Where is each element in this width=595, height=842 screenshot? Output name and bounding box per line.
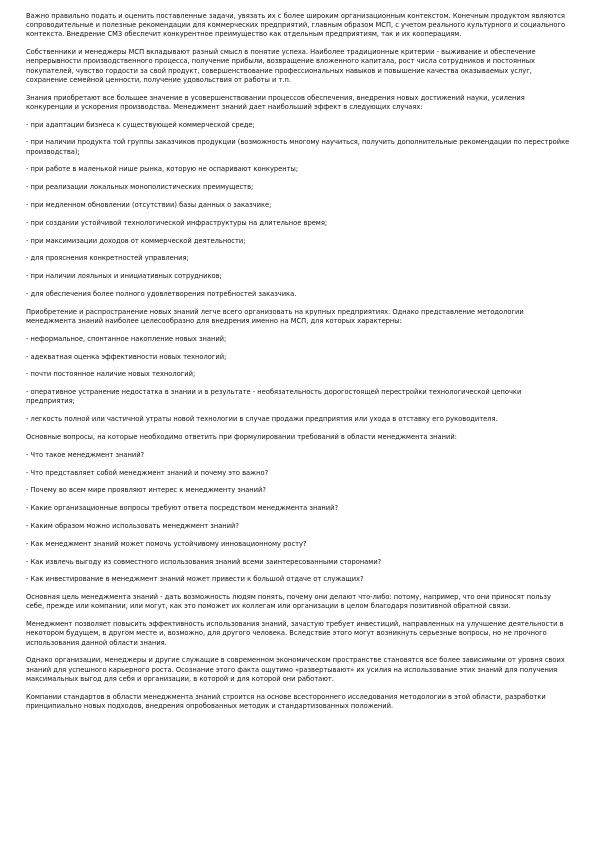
list-item: - для обеспечения более полного удовлетворения потребностей заказчика. — [26, 289, 297, 298]
list-item: - при адаптации бизнеса к существующей коммерческой среде; — [26, 120, 255, 129]
list-item: - при медленном обновлении (отсутствии) базы данных о заказчике; — [26, 201, 272, 209]
question-item: - Каким образом можно использовать менеджмент знаний? — [26, 521, 239, 530]
paragraph: Менеджмент позволяет повысить эффективность использования знаний, зачастую требует инвестиций, направленных на улучшение деятельности в некотором будущем, в другом месте и, возможно, для другого человека. Вследствие этого могут возникнуть серьезные вопросы, но не прочного использования данной области знания. — [26, 620, 564, 647]
paragraph: Важно правильно подать и оценить поставленные задачи, увязать их с более широким организационным контекстом. Конечным продуктом являются сопроводительные и полезные рекомендации для коммерческих предприятий, главным образом МСП, с учетом реального культурного и социального контекста. Внедрение СМЗ обеспечит конкурентное преимущество как отдельным предприятиям, так и их кооперациям. — [26, 12, 566, 39]
list-item: - при создании устойчивой технологической инфраструктуры на длительное время; — [26, 218, 328, 227]
question-item: - Почему во всем мире проявляют интерес к менеджменту знаний? — [26, 486, 266, 495]
paragraph: Компании стандартов в области менеджмента знаний строится на основе всестороннего исследования методологии в этой области, разработки принципиально новых подходов, внедрения опробованных методик и стандартизованных положений. — [26, 692, 546, 710]
list-item: - при наличии лояльных и инициативных сотрудников; — [26, 272, 222, 281]
list-item: - неформальное, спонтанное накопление новых знаний; — [26, 334, 227, 343]
list-item: - при работе в маленькой нише рынка, которую не оспаривают конкуренты; — [26, 165, 299, 174]
paragraph: Приобретение и распространение новых знаний легче всего организовать на крупных предприятиях. Однако представление методологии менеджмента знаний наиболее целесообразно для внедрения именно на МСП, для которых характерны: — [26, 307, 524, 325]
list-item: - почти постоянное наличие новых технологий; — [26, 370, 196, 379]
question-item: - Что представляет собой менеджмент знаний и почему это важно? — [26, 468, 269, 477]
question-item: - Как извлечь выгоду из совместного использования знаний всеми заинтересованными сторонами? — [26, 557, 382, 566]
list-item: - легкость полной или частичной утраты новой технологии в случае продажи предприятия или ухода в отставку его руководителя. — [26, 415, 498, 424]
list-item: - при наличии продукта той группы заказчиков продукции (возможность многому научиться, получить дополнительные рекомендации по перестройке производства); — [26, 138, 570, 156]
question-item: - Как инвестирование в менеджмент знаний может привести к большой отдаче от служащих? — [26, 575, 364, 584]
list-item: - для прояснения конкретностей управления; — [26, 254, 189, 263]
document-page — [26, 12, 570, 711]
question-item: - Что такое менеджмент знаний? — [26, 450, 145, 459]
list-item: - при максимизации доходов от коммерческой деятельности; — [26, 236, 246, 245]
question-item: - Какие организационные вопросы требуют ответа посредством менеджмента знаний? — [26, 504, 339, 513]
list-item: - адекватная оценка эффективности новых технологий; — [26, 352, 227, 361]
paragraph: Однако организации, менеджеры и другие служащие в современном экономическом пространстве становятся все более зависимыми от уровня своих знаний для успешного карьерного роста. Осознание этого факта ощутимо «развертывают» их усилия на использование этих знаний для получения максимальных выгод для себя и организации, в которой и для которой они работают. — [26, 656, 565, 683]
list-item: - при реализации локальных монополистических преимуществ; — [26, 183, 254, 192]
paragraph: Собственники и менеджеры МСП вкладывают разный смысл в понятие успеха. Наиболее традиционные критерии - выживание и обеспечение непрерывности производственного процесса, получение прибыли, возвращение вложенного капитала, рост числа сотрудников и постоянных покупателей, чувство гордости за свой продукт, совершенствование профессиональных навыков и повышение качества оказываемых услуг, сохранение семейной ценности, получение удовольствия от работы и т.п. — [26, 48, 536, 84]
paragraph: Основная цель менеджмента знаний - дать возможность людям понять, почему они делают что-либо: потому, например, что они приносят пользу себе, прежде или компании, или могут, как это поможет их коллегам или организации в целом благодаря позитивной обратной связи. — [26, 593, 551, 611]
paragraph: Знания приобретают все большее значение в усовершенствовании процессов обеспечения, внедрения новых достижений науки, усиления конкуренции и ускорения производства. Менеджмент знаний дает наибольший эффект в следующих случаях: — [26, 93, 525, 111]
paragraph: Основные вопросы, на которые необходимо ответить при формулировании требований в области менеджмента знаний: — [26, 432, 457, 441]
question-item: - Как менеджмент знаний может помочь устойчивому инновационному росту? — [26, 539, 307, 548]
list-item: - оперативное устранение недостатка в знании и в результате - необязательность дорогостоящей перестройки технологической цепочки предприятия; — [26, 388, 522, 406]
